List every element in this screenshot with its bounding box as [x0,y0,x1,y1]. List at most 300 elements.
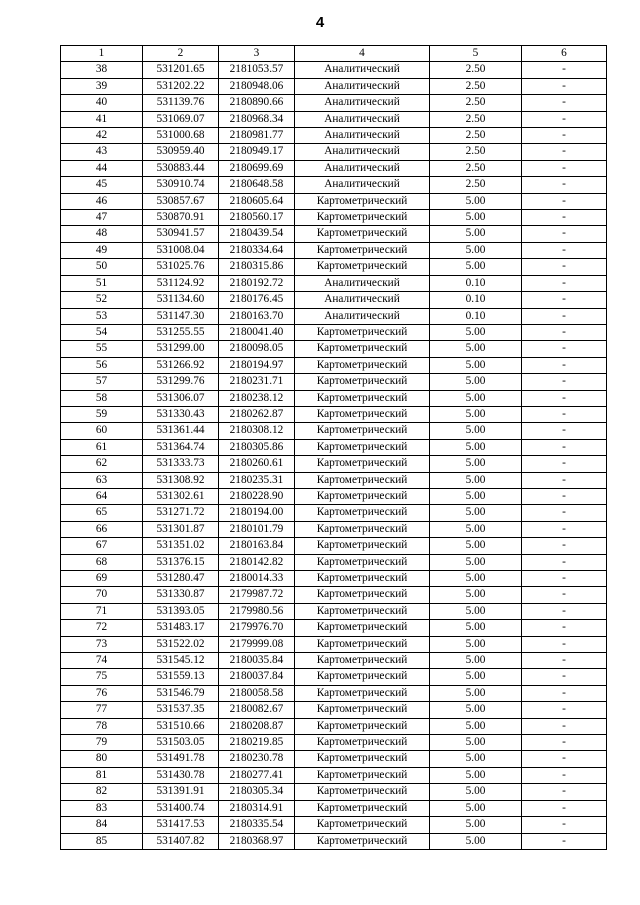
point-number-cell: 60 [61,423,143,439]
point-number-cell: 55 [61,341,143,357]
accuracy-cell: 2.50 [430,160,522,176]
note-cell: - [522,324,607,340]
note-cell: - [522,702,607,718]
method-cell: Картометрический [295,784,430,800]
x-coordinate-cell: 530959.40 [143,144,219,160]
accuracy-cell: 5.00 [430,653,522,669]
table-row [61,144,607,160]
table-row [61,653,607,669]
point-number-cell: 39 [61,78,143,94]
x-coordinate-cell: 530857.67 [143,193,219,209]
note-cell: - [522,308,607,324]
accuracy-cell: 5.00 [430,226,522,242]
method-cell: Картометрический [295,620,430,636]
note-cell: - [522,685,607,701]
x-coordinate-cell: 531000.68 [143,128,219,144]
method-cell: Картометрический [295,505,430,521]
accuracy-cell: 5.00 [430,587,522,603]
x-coordinate-cell: 531510.66 [143,718,219,734]
note-cell: - [522,210,607,226]
y-coordinate-cell: 2180308.12 [219,423,295,439]
y-coordinate-cell: 2180014.33 [219,571,295,587]
x-coordinate-cell: 531280.47 [143,571,219,587]
table-row [61,833,607,849]
x-coordinate-cell: 531537.35 [143,702,219,718]
y-coordinate-cell: 2180314.91 [219,800,295,816]
accuracy-cell: 0.10 [430,308,522,324]
method-cell: Картометрический [295,406,430,422]
x-coordinate-cell: 531299.00 [143,341,219,357]
point-number-cell: 67 [61,538,143,554]
point-number-cell: 69 [61,571,143,587]
accuracy-cell: 5.00 [430,423,522,439]
x-coordinate-cell: 531025.76 [143,259,219,275]
note-cell: - [522,423,607,439]
point-number-cell: 44 [61,160,143,176]
method-cell: Картометрический [295,603,430,619]
header-row [61,46,607,62]
accuracy-cell: 0.10 [430,275,522,291]
accuracy-cell: 2.50 [430,128,522,144]
point-number-cell: 48 [61,226,143,242]
point-number-cell: 84 [61,817,143,833]
note-cell: - [522,439,607,455]
note-cell: - [522,456,607,472]
x-coordinate-cell: 531361.44 [143,423,219,439]
accuracy-cell: 5.00 [430,751,522,767]
table-row [61,341,607,357]
note-cell: - [522,620,607,636]
point-number-cell: 53 [61,308,143,324]
accuracy-cell: 5.00 [430,784,522,800]
x-coordinate-cell: 531522.02 [143,636,219,652]
x-coordinate-cell: 531330.43 [143,406,219,422]
y-coordinate-cell: 2180101.79 [219,521,295,537]
method-cell: Аналитический [295,111,430,127]
point-number-cell: 41 [61,111,143,127]
note-cell: - [522,292,607,308]
accuracy-cell: 5.00 [430,554,522,570]
x-coordinate-cell: 531503.05 [143,735,219,751]
method-cell: Аналитический [295,308,430,324]
header-cell-3: 3 [219,46,295,62]
point-number-cell: 62 [61,456,143,472]
method-cell: Картометрический [295,587,430,603]
point-number-cell: 74 [61,653,143,669]
accuracy-cell: 2.50 [430,78,522,94]
accuracy-cell: 5.00 [430,324,522,340]
table-body [61,62,607,850]
accuracy-cell: 5.00 [430,210,522,226]
point-number-cell: 66 [61,521,143,537]
x-coordinate-cell: 531417.53 [143,817,219,833]
table-row [61,390,607,406]
accuracy-cell: 5.00 [430,620,522,636]
y-coordinate-cell: 2180208.87 [219,718,295,734]
method-cell: Картометрический [295,423,430,439]
table-row [61,784,607,800]
note-cell: - [522,735,607,751]
point-number-cell: 73 [61,636,143,652]
point-number-cell: 75 [61,669,143,685]
method-cell: Картометрический [295,538,430,554]
method-cell: Картометрический [295,767,430,783]
note-cell: - [522,767,607,783]
x-coordinate-cell: 530941.57 [143,226,219,242]
y-coordinate-cell: 2180194.97 [219,357,295,373]
x-coordinate-cell: 531483.17 [143,620,219,636]
note-cell: - [522,177,607,193]
x-coordinate-cell: 531271.72 [143,505,219,521]
method-cell: Аналитический [295,95,430,111]
note-cell: - [522,538,607,554]
point-number-cell: 81 [61,767,143,783]
method-cell: Аналитический [295,78,430,94]
point-number-cell: 77 [61,702,143,718]
x-coordinate-cell: 531301.87 [143,521,219,537]
note-cell: - [522,193,607,209]
y-coordinate-cell: 2180262.87 [219,406,295,422]
table-row [61,226,607,242]
y-coordinate-cell: 2181053.57 [219,62,295,78]
method-cell: Картометрический [295,210,430,226]
y-coordinate-cell: 2180948.06 [219,78,295,94]
y-coordinate-cell: 2180098.05 [219,341,295,357]
method-cell: Картометрический [295,817,430,833]
table-row [61,538,607,554]
x-coordinate-cell: 531299.76 [143,374,219,390]
table-row [61,587,607,603]
method-cell: Картометрический [295,718,430,734]
accuracy-cell: 5.00 [430,505,522,521]
note-cell: - [522,587,607,603]
point-number-cell: 83 [61,800,143,816]
table-row [61,685,607,701]
method-cell: Картометрический [295,571,430,587]
x-coordinate-cell: 530910.74 [143,177,219,193]
table-row [61,702,607,718]
note-cell: - [522,144,607,160]
method-cell: Картометрический [295,488,430,504]
point-number-cell: 38 [61,62,143,78]
method-cell: Картометрический [295,554,430,570]
note-cell: - [522,406,607,422]
table-row [61,718,607,734]
table-row [61,817,607,833]
note-cell: - [522,390,607,406]
method-cell: Картометрический [295,636,430,652]
note-cell: - [522,718,607,734]
note-cell: - [522,571,607,587]
accuracy-cell: 5.00 [430,456,522,472]
accuracy-cell: 5.00 [430,817,522,833]
page-number: 4 [315,14,325,31]
table-row [61,111,607,127]
method-cell: Картометрический [295,702,430,718]
x-coordinate-cell: 531400.74 [143,800,219,816]
method-cell: Картометрический [295,653,430,669]
accuracy-cell: 5.00 [430,636,522,652]
x-coordinate-cell: 531201.65 [143,62,219,78]
y-coordinate-cell: 2180219.85 [219,735,295,751]
y-coordinate-cell: 2180560.17 [219,210,295,226]
table-row [61,374,607,390]
accuracy-cell: 2.50 [430,177,522,193]
accuracy-cell: 5.00 [430,341,522,357]
y-coordinate-cell: 2180230.78 [219,751,295,767]
table-row [61,571,607,587]
y-coordinate-cell: 2180082.67 [219,702,295,718]
method-cell: Картометрический [295,226,430,242]
point-number-cell: 82 [61,784,143,800]
point-number-cell: 47 [61,210,143,226]
note-cell: - [522,374,607,390]
table-row [61,800,607,816]
header-cell-6: 6 [522,46,607,62]
method-cell: Картометрический [295,193,430,209]
y-coordinate-cell: 2179980.56 [219,603,295,619]
point-number-cell: 52 [61,292,143,308]
y-coordinate-cell: 2180260.61 [219,456,295,472]
accuracy-cell: 5.00 [430,603,522,619]
x-coordinate-cell: 531302.61 [143,488,219,504]
y-coordinate-cell: 2180305.34 [219,784,295,800]
accuracy-cell: 5.00 [430,669,522,685]
method-cell: Картометрический [295,242,430,258]
point-number-cell: 63 [61,472,143,488]
y-coordinate-cell: 2180176.45 [219,292,295,308]
method-cell: Картометрический [295,735,430,751]
y-coordinate-cell: 2180439.54 [219,226,295,242]
table-row [61,456,607,472]
note-cell: - [522,160,607,176]
y-coordinate-cell: 2180228.90 [219,488,295,504]
accuracy-cell: 2.50 [430,111,522,127]
y-coordinate-cell: 2180949.17 [219,144,295,160]
table-row [61,505,607,521]
method-cell: Аналитический [295,128,430,144]
y-coordinate-cell: 2180699.69 [219,160,295,176]
x-coordinate-cell: 531266.92 [143,357,219,373]
accuracy-cell: 5.00 [430,357,522,373]
y-coordinate-cell: 2180968.34 [219,111,295,127]
accuracy-cell: 2.50 [430,144,522,160]
note-cell: - [522,226,607,242]
method-cell: Картометрический [295,357,430,373]
method-cell: Картометрический [295,390,430,406]
note-cell: - [522,603,607,619]
table-row [61,439,607,455]
accuracy-cell: 2.50 [430,62,522,78]
note-cell: - [522,784,607,800]
note-cell: - [522,242,607,258]
note-cell: - [522,751,607,767]
y-coordinate-cell: 2180890.66 [219,95,295,111]
point-number-cell: 40 [61,95,143,111]
table-row [61,521,607,537]
x-coordinate-cell: 530883.44 [143,160,219,176]
table-row [61,767,607,783]
table-row [61,423,607,439]
method-cell: Картометрический [295,324,430,340]
table-row [61,357,607,373]
note-cell: - [522,653,607,669]
y-coordinate-cell: 2180194.00 [219,505,295,521]
y-coordinate-cell: 2180037.84 [219,669,295,685]
method-cell: Аналитический [295,144,430,160]
point-number-cell: 70 [61,587,143,603]
accuracy-cell: 5.00 [430,538,522,554]
x-coordinate-cell: 531559.13 [143,669,219,685]
table-row [61,259,607,275]
point-number-cell: 42 [61,128,143,144]
y-coordinate-cell: 2180981.77 [219,128,295,144]
method-cell: Аналитический [295,177,430,193]
table-row [61,324,607,340]
accuracy-cell: 5.00 [430,259,522,275]
point-number-cell: 45 [61,177,143,193]
accuracy-cell: 0.10 [430,292,522,308]
x-coordinate-cell: 531330.87 [143,587,219,603]
note-cell: - [522,669,607,685]
header-cell-4: 4 [295,46,430,62]
y-coordinate-cell: 2180305.86 [219,439,295,455]
y-coordinate-cell: 2179976.70 [219,620,295,636]
method-cell: Аналитический [295,160,430,176]
method-cell: Картометрический [295,669,430,685]
accuracy-cell: 2.50 [430,95,522,111]
note-cell: - [522,78,607,94]
method-cell: Аналитический [295,275,430,291]
coordinates-table [60,45,607,850]
note-cell: - [522,62,607,78]
note-cell: - [522,259,607,275]
y-coordinate-cell: 2180163.70 [219,308,295,324]
point-number-cell: 80 [61,751,143,767]
point-number-cell: 43 [61,144,143,160]
method-cell: Картометрический [295,521,430,537]
table-row [61,620,607,636]
x-coordinate-cell: 531147.30 [143,308,219,324]
table-row [61,193,607,209]
y-coordinate-cell: 2180335.54 [219,817,295,833]
y-coordinate-cell: 2180277.41 [219,767,295,783]
point-number-cell: 51 [61,275,143,291]
point-number-cell: 61 [61,439,143,455]
accuracy-cell: 5.00 [430,390,522,406]
note-cell: - [522,472,607,488]
x-coordinate-cell: 531376.15 [143,554,219,570]
point-number-cell: 56 [61,357,143,373]
y-coordinate-cell: 2180238.12 [219,390,295,406]
x-coordinate-cell: 531491.78 [143,751,219,767]
point-number-cell: 54 [61,324,143,340]
y-coordinate-cell: 2180035.84 [219,653,295,669]
table-row [61,128,607,144]
header-cell-2: 2 [143,46,219,62]
accuracy-cell: 5.00 [430,374,522,390]
accuracy-cell: 5.00 [430,193,522,209]
y-coordinate-cell: 2180605.64 [219,193,295,209]
note-cell: - [522,128,607,144]
y-coordinate-cell: 2180163.84 [219,538,295,554]
y-coordinate-cell: 2180142.82 [219,554,295,570]
point-number-cell: 85 [61,833,143,849]
table-row [61,292,607,308]
table-row [61,62,607,78]
table-row [61,669,607,685]
table-row [61,308,607,324]
y-coordinate-cell: 2180231.71 [219,374,295,390]
x-coordinate-cell: 531333.73 [143,456,219,472]
method-cell: Картометрический [295,685,430,701]
x-coordinate-cell: 531407.82 [143,833,219,849]
x-coordinate-cell: 531364.74 [143,439,219,455]
point-number-cell: 71 [61,603,143,619]
x-coordinate-cell: 531545.12 [143,653,219,669]
point-number-cell: 59 [61,406,143,422]
x-coordinate-cell: 531008.04 [143,242,219,258]
x-coordinate-cell: 531139.76 [143,95,219,111]
table-row [61,210,607,226]
accuracy-cell: 5.00 [430,767,522,783]
note-cell: - [522,111,607,127]
table-row [61,554,607,570]
header-cell-1: 1 [61,46,143,62]
note-cell: - [522,817,607,833]
method-cell: Картометрический [295,472,430,488]
table-row [61,177,607,193]
method-cell: Аналитический [295,292,430,308]
table-row [61,160,607,176]
table-row [61,603,607,619]
table-row [61,488,607,504]
point-number-cell: 57 [61,374,143,390]
note-cell: - [522,341,607,357]
note-cell: - [522,357,607,373]
point-number-cell: 46 [61,193,143,209]
note-cell: - [522,95,607,111]
table-row [61,78,607,94]
accuracy-cell: 5.00 [430,521,522,537]
method-cell: Картометрический [295,751,430,767]
point-number-cell: 64 [61,488,143,504]
point-number-cell: 78 [61,718,143,734]
table-row [61,275,607,291]
x-coordinate-cell: 531069.07 [143,111,219,127]
x-coordinate-cell: 531351.02 [143,538,219,554]
accuracy-cell: 5.00 [430,242,522,258]
accuracy-cell: 5.00 [430,472,522,488]
note-cell: - [522,488,607,504]
method-cell: Аналитический [295,62,430,78]
accuracy-cell: 5.00 [430,571,522,587]
table-row [61,406,607,422]
y-coordinate-cell: 2180368.97 [219,833,295,849]
accuracy-cell: 5.00 [430,702,522,718]
note-cell: - [522,800,607,816]
x-coordinate-cell: 530870.91 [143,210,219,226]
accuracy-cell: 5.00 [430,685,522,701]
header-cell-5: 5 [430,46,522,62]
point-number-cell: 68 [61,554,143,570]
accuracy-cell: 5.00 [430,439,522,455]
x-coordinate-cell: 531134.60 [143,292,219,308]
x-coordinate-cell: 531391.91 [143,784,219,800]
x-coordinate-cell: 531308.92 [143,472,219,488]
point-number-cell: 76 [61,685,143,701]
note-cell: - [522,554,607,570]
